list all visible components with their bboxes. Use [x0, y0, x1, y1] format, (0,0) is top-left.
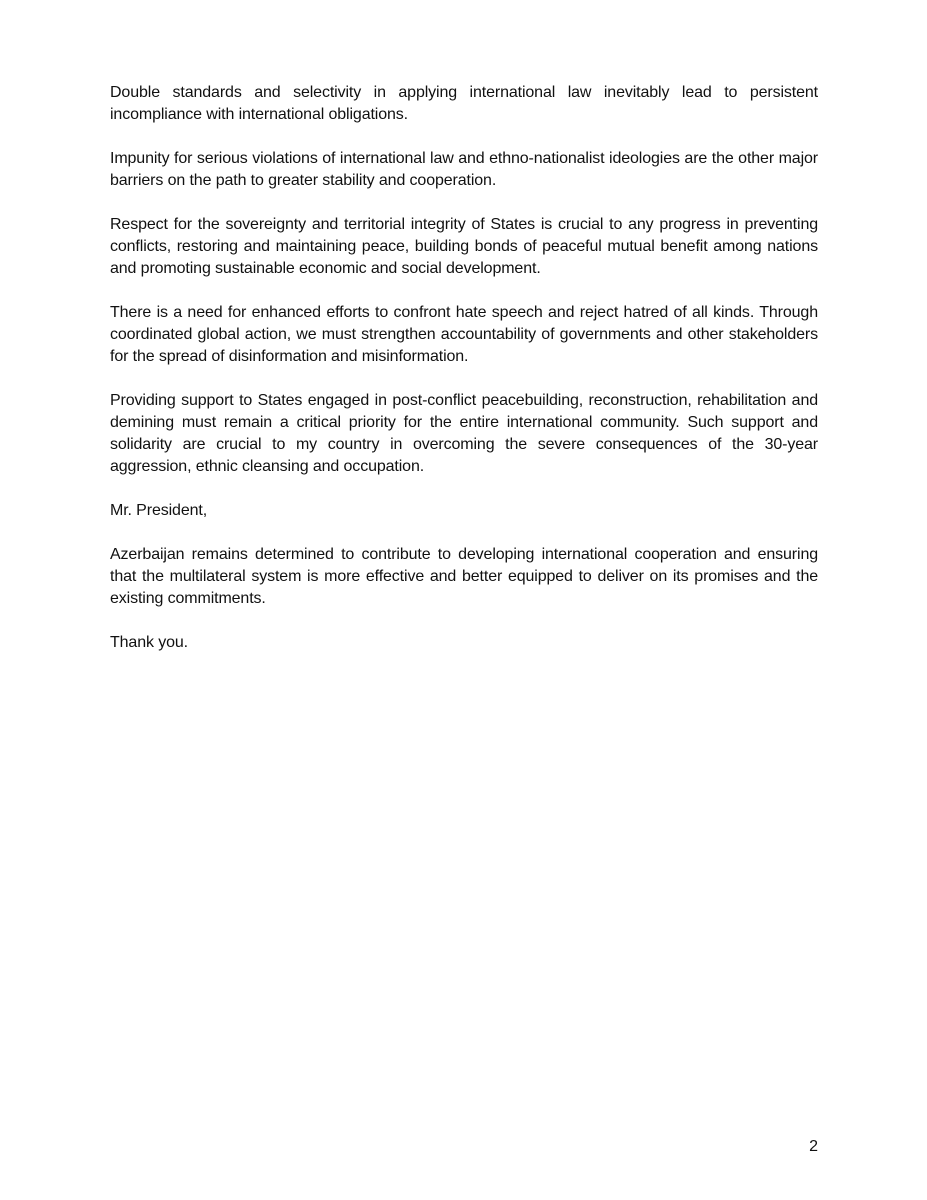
- closing-thanks: Thank you.: [110, 634, 188, 651]
- paragraph-sovereignty: Respect for the sovereignty and territorial integrity of States is crucial to any progress in preventing conflicts, restoring and maintaining peace, building bonds of peaceful mutual benefit among nations and promoting sustainable economic and social development.: [110, 216, 818, 277]
- paragraph-impunity: Impunity for serious violations of international law and ethno-nationalist ideologies are the other major barriers on the path to greater stability and cooperation.: [110, 150, 818, 189]
- paragraph-azerbaijan-commitment: Azerbaijan remains determined to contribute to developing international cooperation and ensuring that the multilateral system is more effective and better equipped to deliver on its promises and the existing commitments.: [110, 546, 818, 607]
- paragraph-post-conflict-support: Providing support to States engaged in post-conflict peacebuilding, reconstruction, rehabilitation and demining must remain a critical priority for the entire international community. Such support and solidarity are crucial to my country in overcoming the severe consequences of the 30-year aggression, ethnic cleansing and occupation.: [110, 392, 818, 475]
- page-number: 2: [809, 1138, 818, 1155]
- salutation: Mr. President,: [110, 502, 208, 519]
- document-body: [110, 82, 818, 676]
- paragraph-double-standards: Double standards and selectivity in applying international law inevitably lead to persistent incompliance with international obligations.: [110, 84, 818, 123]
- paragraph-hate-speech: There is a need for enhanced efforts to confront hate speech and reject hatred of all kinds. Through coordinated global action, we must strengthen accountability of governments and other stakeholders for the spread of disinformation and misinformation.: [110, 304, 818, 365]
